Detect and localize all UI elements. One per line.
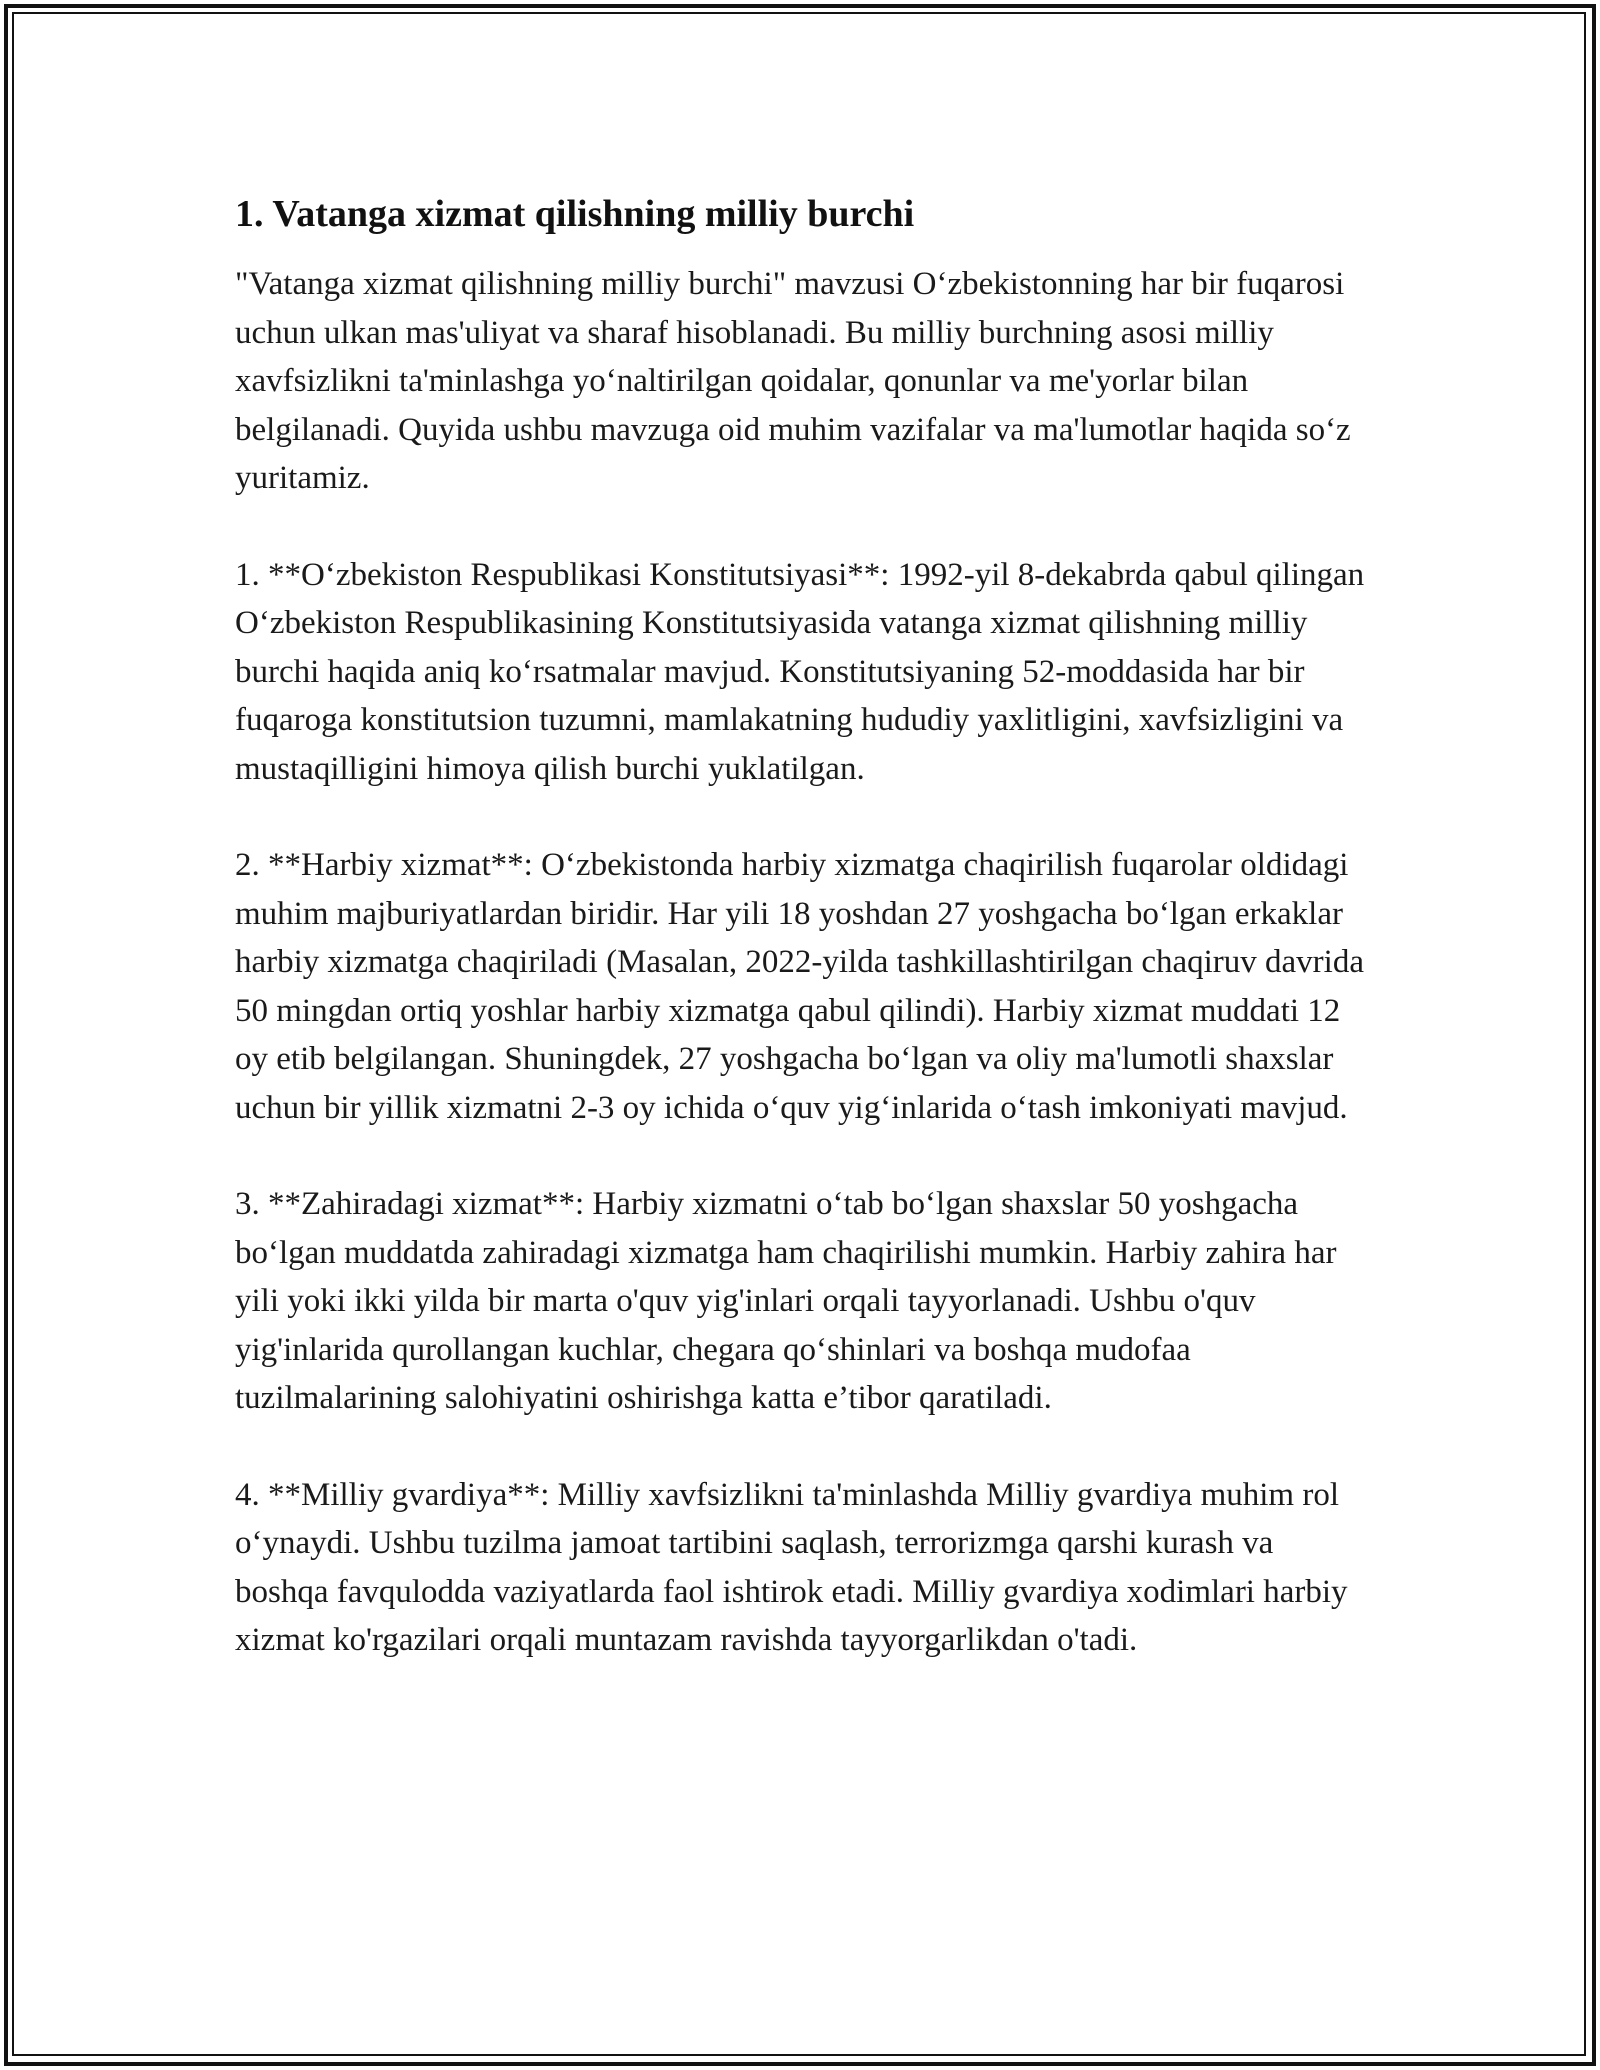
intro-paragraph: "Vatanga xizmat qilishning milliy burchi" mavzusi O‘zbekistonning har bir fuqarosi uchun ulkan mas'uliyat va sharaf hisoblanadi. Bu milliy burchning asosi milliy xavfsizlikni ta'minlashga yo‘naltirilgan qoidalar, qonunlar va me'yorlar bilan belgilanadi. Quyida ushbu mavzuga oid muhim vazifalar va ma'lumotlar haqida so‘z yuritamiz.: [235, 266, 1351, 496]
paragraph-military-service: 2. **Harbiy xizmat**: O‘zbekistonda harbiy xizmatga chaqirilish fuqarolar oldidagi muhim majburiyatlardan biridir. Har yili 18 yoshdan 27 yoshgacha bo‘lgan erkaklar harbiy xizmatga chaqiriladi (Masalan, 2022-yilda tashkillashtirilgan chaqiruv davrida 50 mingdan ortiq yoshlar harbiy xizmatga qabul qilindi). Harbiy xizmat muddati 12 oy etib belgilangan. Shuningdek, 27 yoshgacha bo‘lgan va oliy ma'lumotli shaxslar uchun bir yillik xizmatni 2-3 oy ichida o‘quv yig‘inlarida o‘tash imkoniyati mavjud.: [235, 847, 1364, 1126]
paragraph-reserve-service: 3. **Zahiradagi xizmat**: Harbiy xizmatni o‘tab bo‘lgan shaxslar 50 yoshgacha bo‘lgan muddatda zahiradagi xizmatga ham chaqirilishi mumkin. Harbiy zahira har yili yoki ikki yilda bir marta o'quv yig'inlari orqali tayyorlanadi. Ushbu o'quv yig'inlarida qurollangan kuchlar, chegara qo‘shinlari va boshqa mudofaa tuzilmalarining salohiyatini oshirishga katta e’tibor qaratiladi.: [235, 1186, 1337, 1416]
section-heading: 1. Vatanga xizmat qilishning milliy burchi: [235, 193, 915, 235]
paragraph-constitution: 1. **O‘zbekiston Respublikasi Konstitutsiyasi**: 1992-yil 8-dekabrda qabul qilingan O‘zbekiston Respublikasining Konstitutsiyasida vatanga xizmat qilishning milliy burchi haqida aniq ko‘rsatmalar mavjud. Konstitutsiyaning 52-moddasida har bir fuqaroga konstitutsion tuzumni, mamlakatning hududiy yaxlitligini, xavfsizligini va mustaqilligini himoya qilish burchi yuklatilgan.: [235, 556, 1365, 787]
document-body: [235, 188, 1370, 1713]
paragraph-national-guard: 4. **Milliy gvardiya**: Milliy xavfsizlikni ta'minlashda Milliy gvardiya muhim rol o‘ynaydi. Ushbu tuzilma jamoat tartibini saqlash, terrorizmga qarshi kurash va boshqa favqulodda vaziyatlarda faol ishtirok etadi. Milliy gvardiya xodimlari harbiy xizmat ko'rgazilari orqali muntazam ravishda tayyorgarlikdan o'tadi.: [235, 1476, 1348, 1658]
